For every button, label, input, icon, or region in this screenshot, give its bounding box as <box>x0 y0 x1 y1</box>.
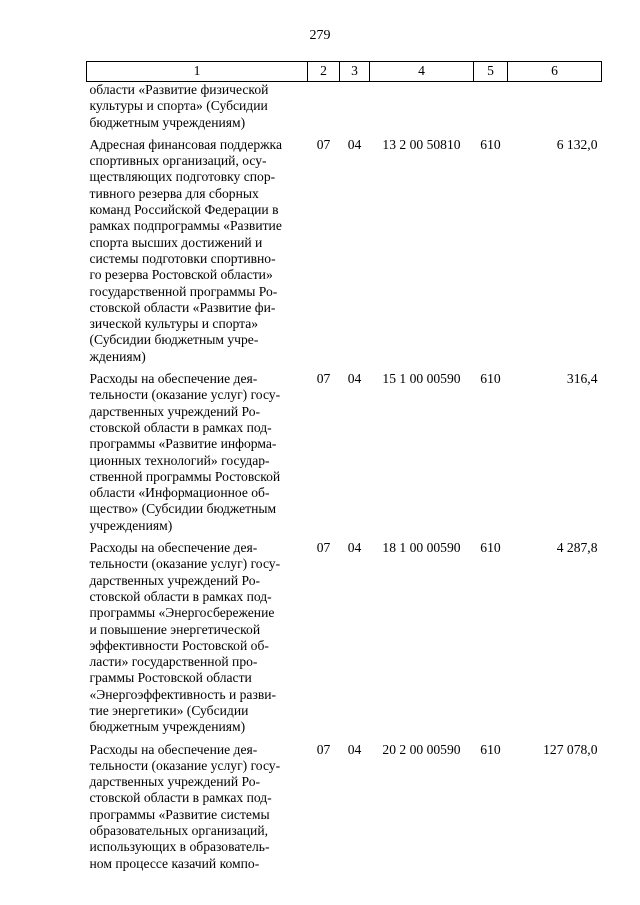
row-vr: 610 <box>480 136 501 152</box>
row-pr: 04 <box>347 540 362 556</box>
row-csr: 20 2 00 00590 <box>382 741 461 757</box>
description-line: тие энергетики» (Субсидии <box>89 702 249 718</box>
table-row <box>87 137 602 371</box>
description-line: системы подготовки спортивно- <box>89 250 276 266</box>
description-line: и повышение энергетической <box>89 621 261 637</box>
description-line: стовской области «Развитие фи- <box>89 299 276 315</box>
page-number: 279 <box>309 28 331 43</box>
description-line: Расходы на обеспечение дея- <box>89 540 258 556</box>
description-line: ном процессе казачий компо- <box>89 855 260 871</box>
row-rz: 07 <box>316 540 331 556</box>
description-line: стовской области в рамках под- <box>89 790 272 806</box>
table-header-row <box>87 62 602 82</box>
description-line: ственной программы Ростовской <box>89 468 281 484</box>
row-pr: 04 <box>347 741 362 757</box>
description-line: ждениям) <box>89 348 146 364</box>
row-sum: 127 078,0 <box>543 741 598 757</box>
budget-table <box>86 61 601 878</box>
description-line: Расходы на обеспечение дея- <box>89 371 258 387</box>
description-line: тельности (оказание услуг) госу- <box>89 387 281 403</box>
description-line: ционных технологий» государ- <box>89 452 270 468</box>
row-vr <box>474 82 508 137</box>
header-col-4: 4 <box>370 62 474 82</box>
row-csr <box>370 82 474 137</box>
row-rz: 07 <box>316 136 331 152</box>
row-sum: 4 287,8 <box>556 540 598 556</box>
description-line: программы «Энергосбережение <box>89 605 275 621</box>
description-line: тельности (оказание услуг) госу- <box>89 556 281 572</box>
description-line: тивного резерва для сборных <box>89 185 259 201</box>
description-line: дарственных учреждений Ро- <box>89 403 261 419</box>
row-sum: 6 132,0 <box>556 136 598 152</box>
description-line: рамках подпрограммы «Развитие <box>89 218 282 234</box>
description-line: спортивных организаций, осу- <box>89 153 267 169</box>
description-line: программы «Развитие информа- <box>89 436 277 452</box>
description-line: использующих в образователь- <box>89 839 270 855</box>
table-body <box>87 82 602 878</box>
row-description <box>87 82 308 137</box>
description-line: спорта высших достижений и <box>89 234 263 250</box>
description-line: стовской области в рамках под- <box>89 419 272 435</box>
description-line: команд Российской Федерации в <box>89 202 279 218</box>
description-line: государственной программы Ро- <box>89 283 278 299</box>
row-sum <box>508 82 602 137</box>
description-line: Адресная финансовая поддержка <box>89 136 282 152</box>
description-line: бюджетным учреждениям) <box>89 114 246 130</box>
row-pr <box>340 82 370 137</box>
row-vr: 610 <box>480 741 501 757</box>
header-col-5: 5 <box>474 62 508 82</box>
row-csr: 18 1 00 00590 <box>382 540 461 556</box>
header-col-2: 2 <box>308 62 340 82</box>
row-description <box>87 742 308 878</box>
row-description <box>87 371 308 540</box>
description-line: ществляющих подготовку спор- <box>89 169 276 185</box>
description-line: культуры и спорта» (Субсидии <box>89 98 268 114</box>
row-vr: 610 <box>480 540 501 556</box>
row-csr: 15 1 00 00590 <box>382 371 461 387</box>
row-pr: 04 <box>347 371 362 387</box>
row-description <box>87 137 308 371</box>
description-line: программы «Развитие системы <box>89 806 270 822</box>
description-line: граммы Ростовской области <box>89 670 252 686</box>
description-line: зической культуры и спорта» <box>89 316 259 332</box>
description-line: дарственных учреждений Ро- <box>89 774 261 790</box>
description-line: учреждениям) <box>89 517 173 533</box>
description-line: области «Развитие физической <box>89 82 269 97</box>
description-line: эффективности Ростовской об- <box>89 637 269 653</box>
header-col-6: 6 <box>508 62 602 82</box>
description-line: стовской области в рамках под- <box>89 588 272 604</box>
header-col-1: 1 <box>87 62 308 82</box>
row-rz: 07 <box>316 741 331 757</box>
row-csr: 13 2 00 50810 <box>382 136 461 152</box>
row-rz <box>308 82 340 137</box>
row-rz: 07 <box>316 371 331 387</box>
description-line: бюджетным учреждениям) <box>89 719 246 735</box>
row-vr: 610 <box>480 371 501 387</box>
row-description <box>87 540 308 742</box>
description-line: образовательных организаций, <box>89 823 268 839</box>
table-row <box>87 540 602 742</box>
description-line: «Энергоэффективность и разви- <box>89 686 277 702</box>
description-line: ласти» государственной про- <box>89 654 258 670</box>
table-row <box>87 371 602 540</box>
description-line: дарственных учреждений Ро- <box>89 572 261 588</box>
table-row <box>87 82 602 137</box>
table-row <box>87 742 602 878</box>
row-sum: 316,4 <box>566 371 598 387</box>
description-line: го резерва Ростовской области» <box>89 267 273 283</box>
header-col-3: 3 <box>340 62 370 82</box>
description-line: (Субсидии бюджетным учре- <box>89 332 259 348</box>
description-line: области «Информационное об- <box>89 485 270 501</box>
row-pr: 04 <box>347 136 362 152</box>
description-line: тельности (оказание услуг) госу- <box>89 757 281 773</box>
description-line: щество» (Субсидии бюджетным <box>89 501 277 517</box>
description-line: Расходы на обеспечение дея- <box>89 741 258 757</box>
